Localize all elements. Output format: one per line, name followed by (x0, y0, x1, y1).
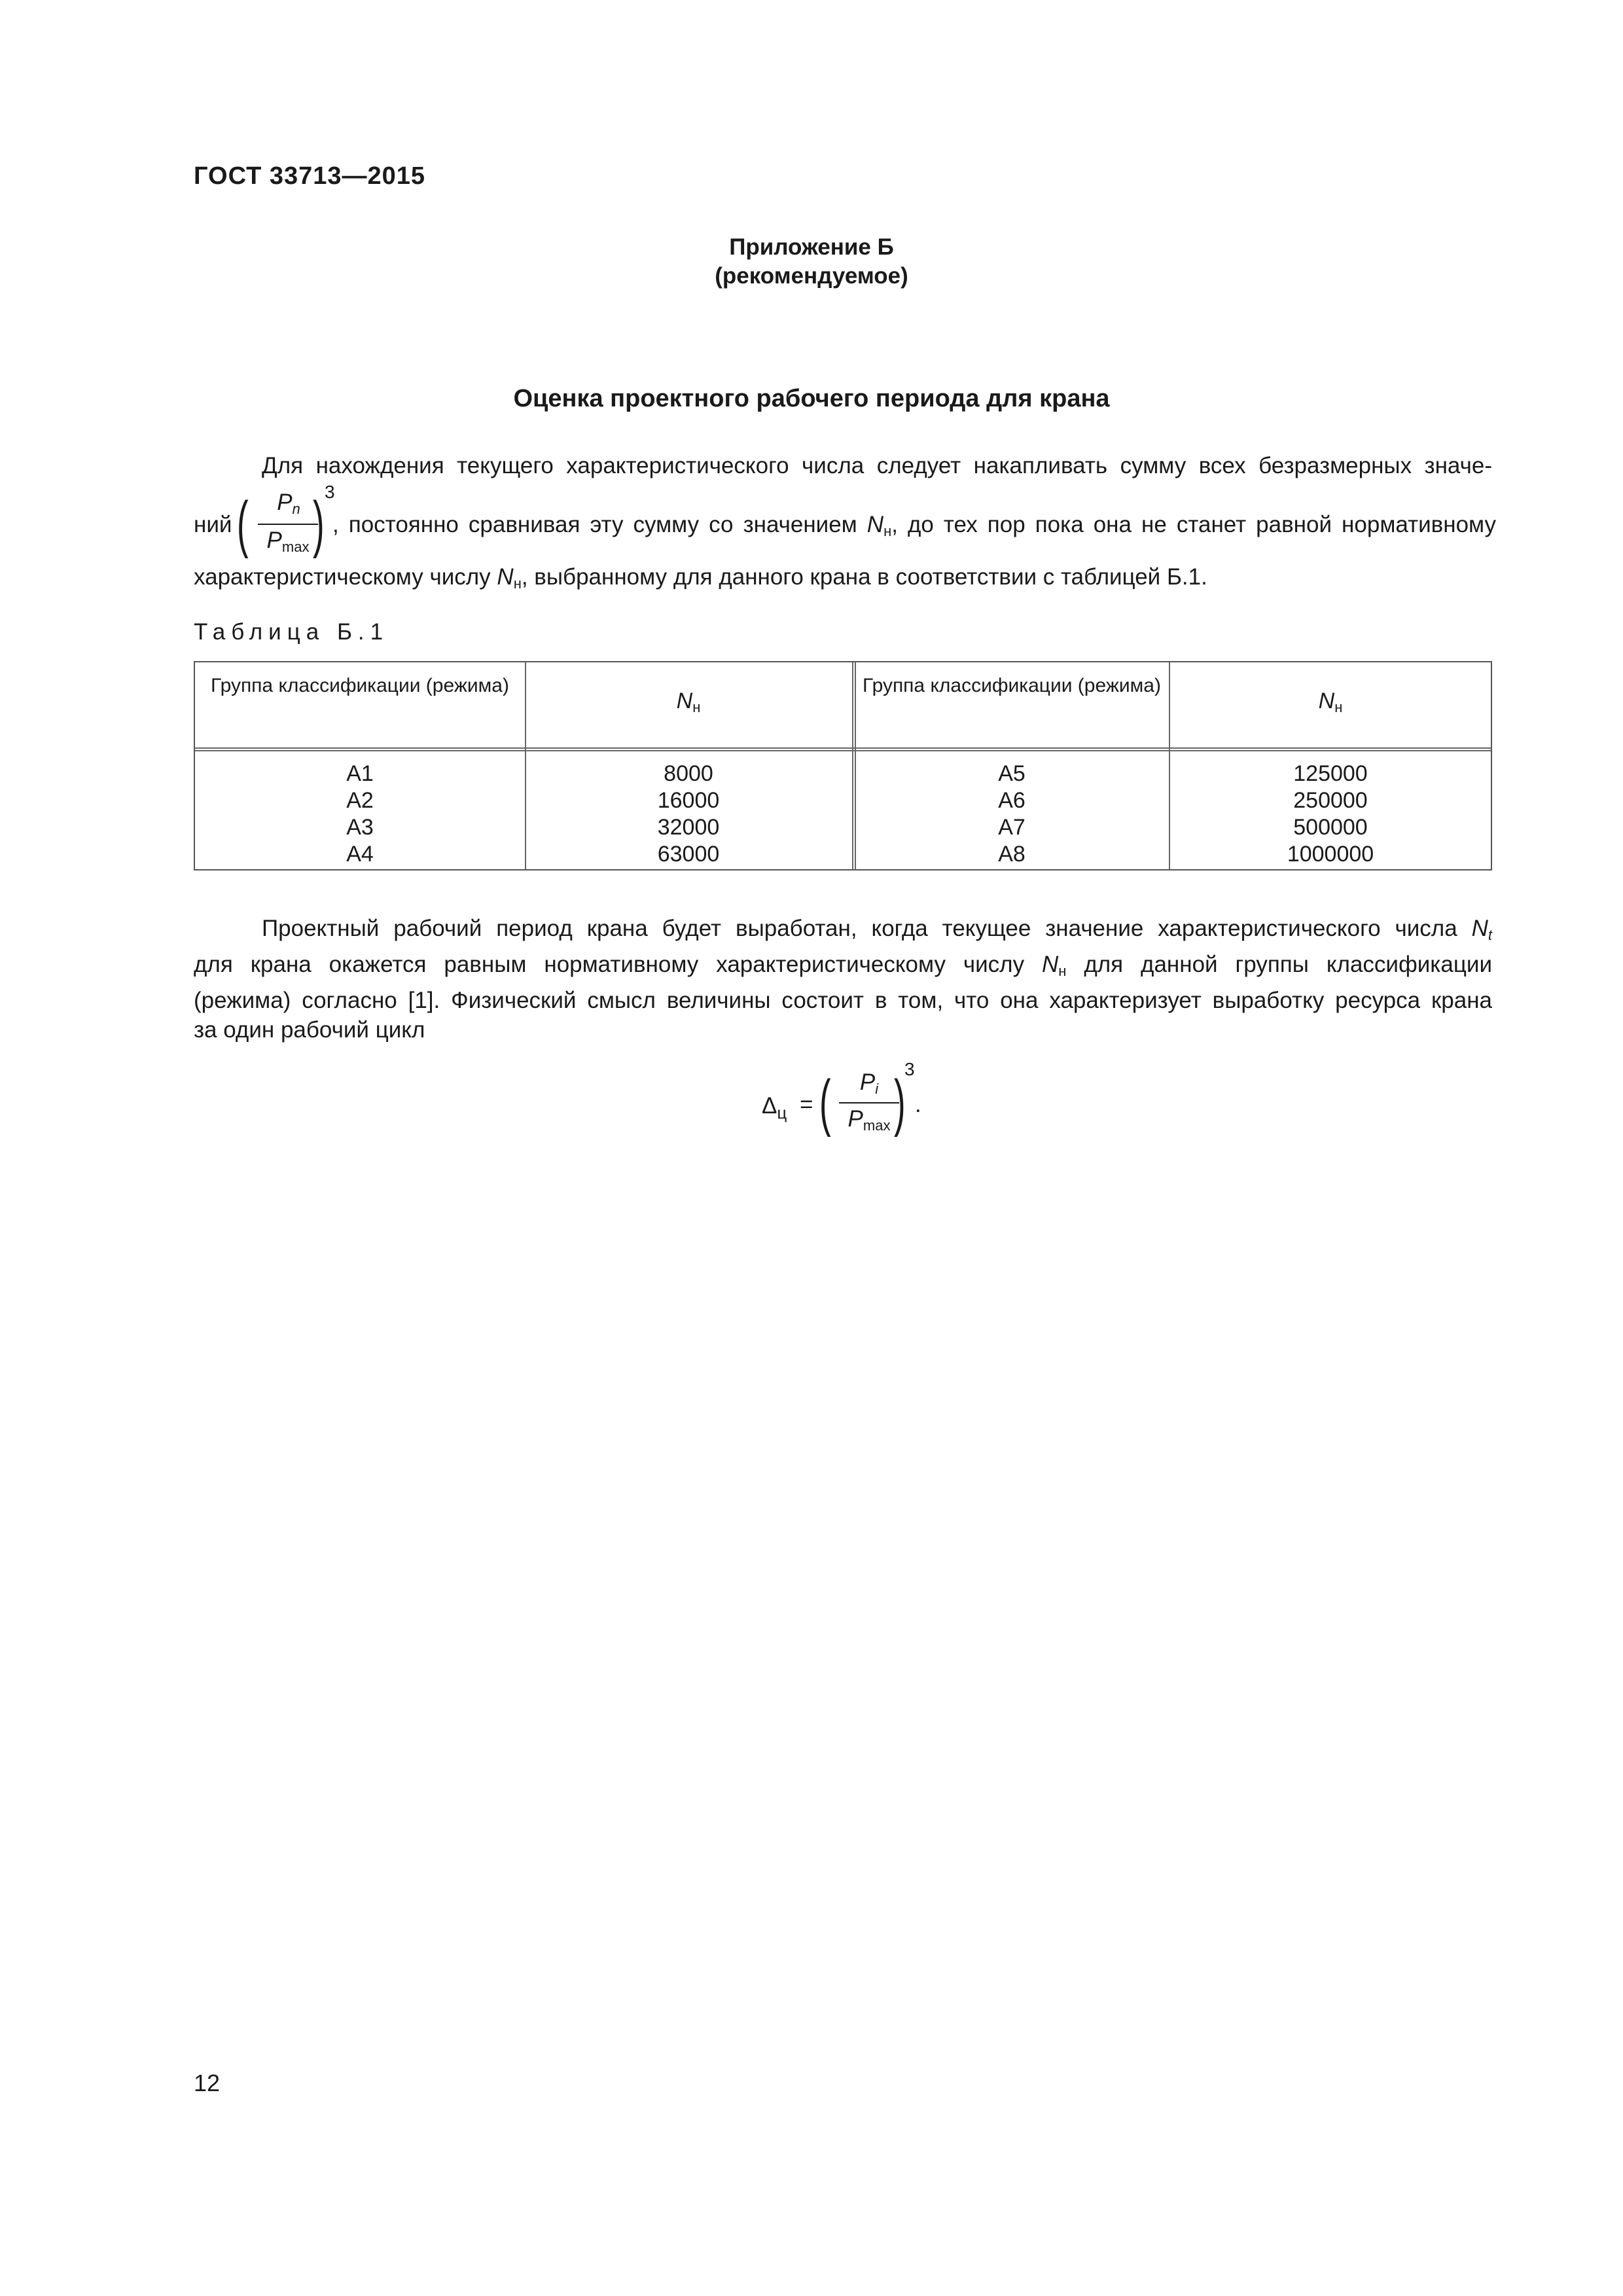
section-title: Оценка проектного рабочего периода для крана (513, 385, 1110, 412)
table-cell: А7 (998, 815, 1026, 840)
para1-line1: Для нахождения текущего характеристического числа следует накапливать сумму всех безразмерных значе- (262, 453, 1492, 478)
table-cell: 250000 (1293, 788, 1368, 813)
table-cell: 1000000 (1287, 842, 1374, 867)
para2-line3: (режима) согласно [1]. Физический смысл величины состоит в том, что она характеризует выработку ресурса крана (194, 988, 1492, 1013)
values-right-column (1169, 761, 1492, 868)
equals-sign: = (800, 1092, 813, 1117)
right-paren: ) (894, 1067, 906, 1138)
formula-denominator: $P_{max}$ (266, 528, 310, 555)
table-cell: А1 (346, 761, 374, 786)
formula-period: . (915, 1092, 921, 1117)
table-cell: А8 (998, 842, 1026, 867)
table-cell: А3 (346, 815, 374, 840)
standard-designation: ГОСТ 33713—2015 (194, 162, 426, 190)
classification-table (194, 661, 1492, 870)
header-group-right: Группа классификации (режима) (863, 675, 1161, 696)
table-cell: А6 (998, 788, 1026, 813)
para2-line1: Проектный рабочий период крана будет выработан, когда текущее значение характеристического числа $N_t$ (262, 916, 1492, 943)
formula-exponent: 3 (904, 1059, 915, 1079)
left-paren: ( (237, 489, 249, 559)
formula-denominator: $P_{max}$ (847, 1106, 891, 1134)
cycle-formula (759, 1059, 955, 1153)
table-cell: 32000 (657, 815, 720, 840)
table-cell: 500000 (1293, 815, 1368, 840)
para2-line4: за один рабочий цикл (194, 1017, 425, 1043)
appendix-label: Приложение Б (729, 234, 894, 260)
formula-lhs: $\Delta_ц$ (762, 1093, 787, 1122)
table-cell: 125000 (1293, 761, 1368, 786)
para2-line2: для крана окажется равным нормативному характеристическому числу $N_н$ для данной группы классификации (194, 952, 1493, 979)
table-cell: 16000 (657, 788, 720, 813)
table-cell: А2 (346, 788, 374, 813)
table-cell: 8000 (664, 761, 713, 786)
table-caption: Таблица Б.1 (194, 619, 389, 645)
left-paren: ( (819, 1067, 831, 1138)
formula-numerator: $P_n$ (277, 490, 300, 517)
header-n-right: $N_н$ (1318, 689, 1343, 715)
page-number: 12 (194, 2070, 221, 2096)
header-n-left: $N_н$ (676, 689, 701, 715)
appendix-status: (рекомендуемое) (715, 263, 908, 289)
formula-exponent: 3 (325, 482, 335, 502)
header-group-left: Группа классификации (режима) (211, 675, 509, 696)
para1-line2-end: , постоянно сравнивая эту сумму со значением $N_н$, до тех пор пока она не станет равной нормативному (332, 512, 1496, 539)
paragraph-2 (194, 914, 1492, 1045)
table-cell: 63000 (657, 842, 720, 867)
table-cell: А5 (998, 761, 1026, 786)
para1-line2-start: ний (194, 512, 232, 537)
groups-left-column (195, 761, 525, 868)
formula-numerator: $P_i$ (859, 1069, 879, 1097)
right-paren: ) (313, 489, 325, 559)
fraction-bar (258, 524, 318, 525)
ratio-formula-inline (237, 482, 335, 565)
groups-right-column (855, 761, 1169, 868)
para1-line3: характеристическому числу $N_н$, выбранному для данного крана в соответствии с таблицей Б.1. (194, 564, 1207, 592)
values-left-column (525, 761, 852, 868)
table-cell: А4 (346, 842, 374, 867)
fraction-bar (839, 1102, 899, 1103)
